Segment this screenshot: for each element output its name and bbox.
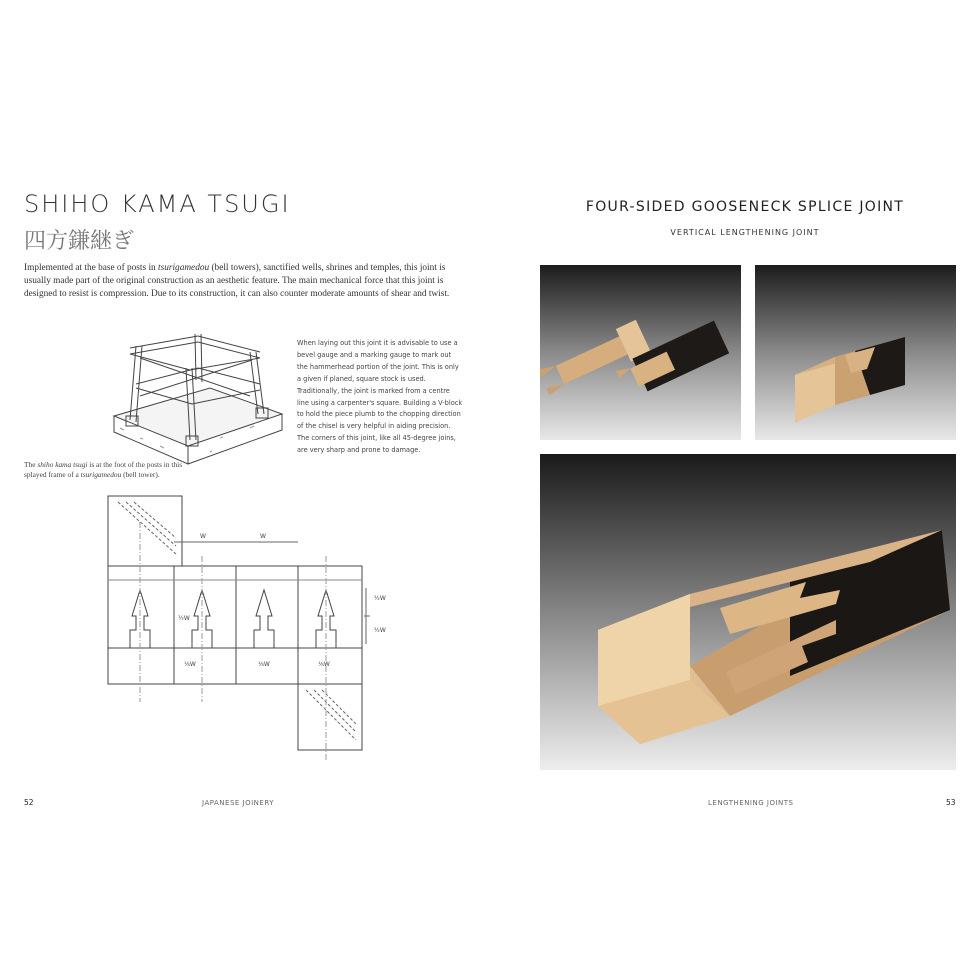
dim-half-w-bottom: ½W xyxy=(374,627,386,634)
caption-term-b: tsurigamedou xyxy=(80,469,122,479)
illustration-caption xyxy=(24,460,194,479)
intro-paragraph xyxy=(24,262,464,301)
intro-text-b: (bell towers), sanctified wells, shrines and temples, this joint is usually made part of the original construction as an aesthetic feature. The main mechanical force that this joint is designed to resist is compression. Due to its construction, it can also counter moderate amounts of shear and twist. xyxy=(24,263,450,299)
joint-layout-drawing xyxy=(96,492,406,772)
dim-w-1: W xyxy=(200,533,206,540)
dim-eighth-w-a: ⅛W xyxy=(184,661,196,668)
running-footer-left: JAPANESE JOINERY xyxy=(202,799,275,807)
side-paragraph: When laying out this joint it is advisable to use a bevel gauge and a marking gauge to mark out the hammerhead portion of the joint. This is only a given if planed, square stock is used. Traditionally, the joint is marked from a centre line using a carpenter's square. Building a V-block to hold the piece plumb to the chopping direction of the chisel is very helpful in aiding precision. The corners of this joint, like all 45-degree joins, are very sharp and prone to damage. xyxy=(297,339,463,455)
dim-half-w-top: ½W xyxy=(374,595,386,602)
running-footer-right: LENGTHENING JOINTS xyxy=(708,799,794,807)
page-number-left: 52 xyxy=(24,798,34,807)
page-number-right: 53 xyxy=(946,798,956,807)
photo-assembled-joint-large xyxy=(540,454,956,770)
caption-text-a: The xyxy=(24,460,38,469)
dim-eighth-w-b: ⅛W xyxy=(258,661,270,668)
caption-term-a: shiho kama tsugi xyxy=(37,460,88,469)
page-title: SHIHO KAMA TSUGI xyxy=(24,190,291,218)
caption-text-b: is at the foot of the posts in this splayed frame of a xyxy=(24,460,183,479)
right-page-subtitle: VERTICAL LENGTHENING JOINT xyxy=(670,228,820,237)
intro-term: tsurigamedou xyxy=(158,263,210,273)
caption-text-c: (bell tower). xyxy=(121,469,160,479)
intro-text-a: Implemented at the base of posts in xyxy=(24,263,158,273)
right-page-title: FOUR-SIDED GOOSENECK SPLICE JOINT xyxy=(585,199,905,215)
bell-tower-illustration xyxy=(100,328,300,478)
dim-w-2: W xyxy=(260,533,266,540)
dim-eighth-w-c: ⅛W xyxy=(318,661,330,668)
photo-disassembled-joint xyxy=(540,265,741,440)
photo-assembled-joint xyxy=(755,265,956,440)
dim-half-w-left: ½W xyxy=(178,615,190,622)
page-title-kanji: 四方鎌継ぎ xyxy=(24,229,135,254)
